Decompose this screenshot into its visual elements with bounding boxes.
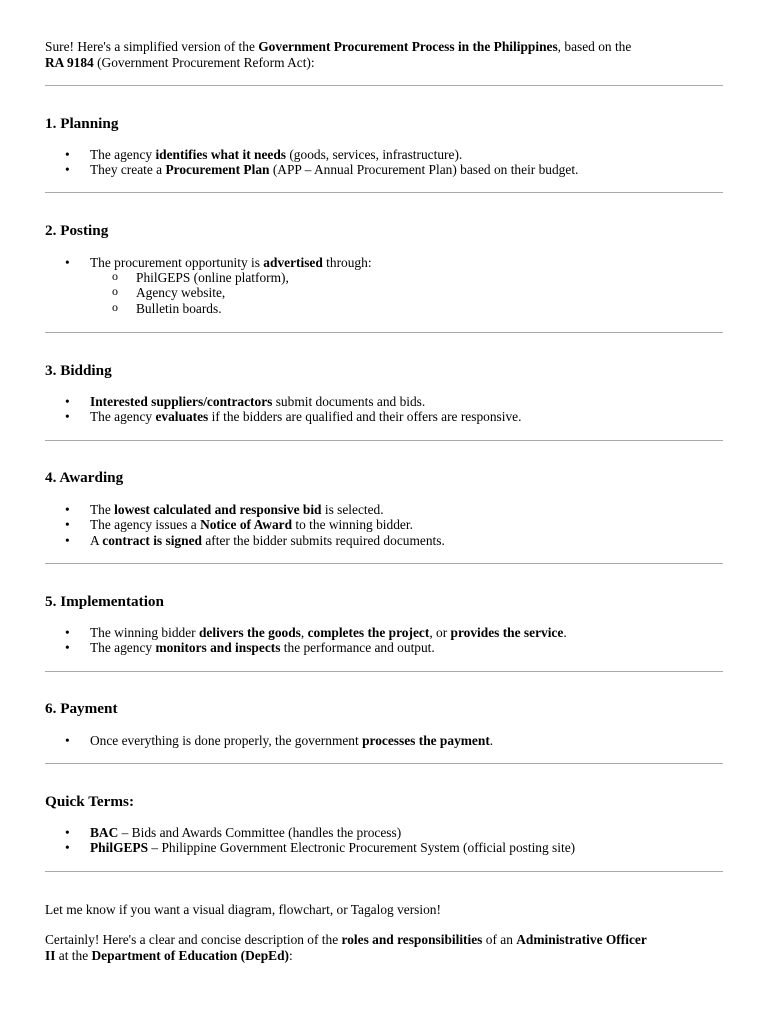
section-heading-payment: 6. Payment — [45, 700, 118, 717]
intro-paragraph — [45, 39, 723, 70]
section-heading-planning: 1. Planning — [45, 115, 119, 132]
section-heading-bidding: 3. Bidding — [45, 362, 112, 379]
planning-list — [45, 147, 578, 178]
next-paragraph — [45, 932, 723, 963]
list-item: • The lowest calculated and responsive bid is selected. — [45, 502, 445, 517]
sublist-item: o PhilGEPS (online platform), — [45, 270, 289, 285]
payment-list — [45, 733, 493, 748]
bidding-list — [45, 394, 521, 425]
list-item: • BAC – Bids and Awards Committee (handles the process) — [45, 825, 575, 840]
posting-sublist-wrapper — [45, 270, 289, 316]
closing-paragraph: Let me know if you want a visual diagram, flowchart, or Tagalog version! — [45, 902, 441, 917]
list-item: • The agency evaluates if the bidders are qualified and their offers are responsive. — [45, 409, 521, 424]
next-line-1: Certainly! Here's a clear and concise description of the roles and responsibilities of an Administrative Officer — [45, 932, 647, 947]
quick-terms-list — [45, 825, 575, 856]
list-item: • The agency monitors and inspects the performance and output. — [45, 640, 567, 655]
list-item: • Once everything is done properly, the government processes the payment. — [45, 733, 493, 748]
list-item: • Interested suppliers/contractors submit documents and bids. — [45, 394, 521, 409]
implementation-list — [45, 625, 567, 656]
list-item: • A contract is signed after the bidder submits required documents. — [45, 533, 445, 548]
intro-line-1: Sure! Here's a simplified version of the Government Procurement Process in the Philippines, based on the — [45, 39, 632, 54]
section-heading-awarding: 4. Awarding — [45, 469, 124, 486]
divider — [45, 192, 723, 193]
awarding-list — [45, 502, 445, 548]
divider — [45, 671, 723, 672]
list-item: • They create a Procurement Plan (APP – Annual Procurement Plan) based on their budget. — [45, 162, 578, 177]
sublist-item: o Bulletin boards. — [45, 301, 289, 316]
section-heading-implementation: 5. Implementation — [45, 593, 164, 610]
divider — [45, 85, 723, 86]
divider — [45, 763, 723, 764]
posting-list — [45, 255, 372, 270]
intro-line-2: RA 9184 (Government Procurement Reform Act): — [45, 54, 315, 70]
divider — [45, 332, 723, 333]
divider — [45, 440, 723, 441]
list-item: • The winning bidder delivers the goods, completes the project, or provides the service. — [45, 625, 567, 640]
section-heading-posting: 2. Posting — [45, 222, 109, 239]
posting-sublist — [45, 270, 289, 316]
list-item: • The agency identifies what it needs (goods, services, infrastructure). — [45, 147, 578, 162]
list-item: • PhilGEPS – Philippine Government Electronic Procurement System (official posting site) — [45, 840, 575, 855]
list-item: • The agency issues a Notice of Award to the winning bidder. — [45, 517, 445, 532]
divider — [45, 871, 723, 872]
sublist-item: o Agency website, — [45, 285, 289, 300]
divider — [45, 563, 723, 564]
section-heading-quick-terms: Quick Terms: — [45, 793, 135, 810]
list-item: • The procurement opportunity is advertised through: — [45, 255, 372, 270]
next-line-2: II at the Department of Education (DepEd): — [45, 947, 293, 963]
